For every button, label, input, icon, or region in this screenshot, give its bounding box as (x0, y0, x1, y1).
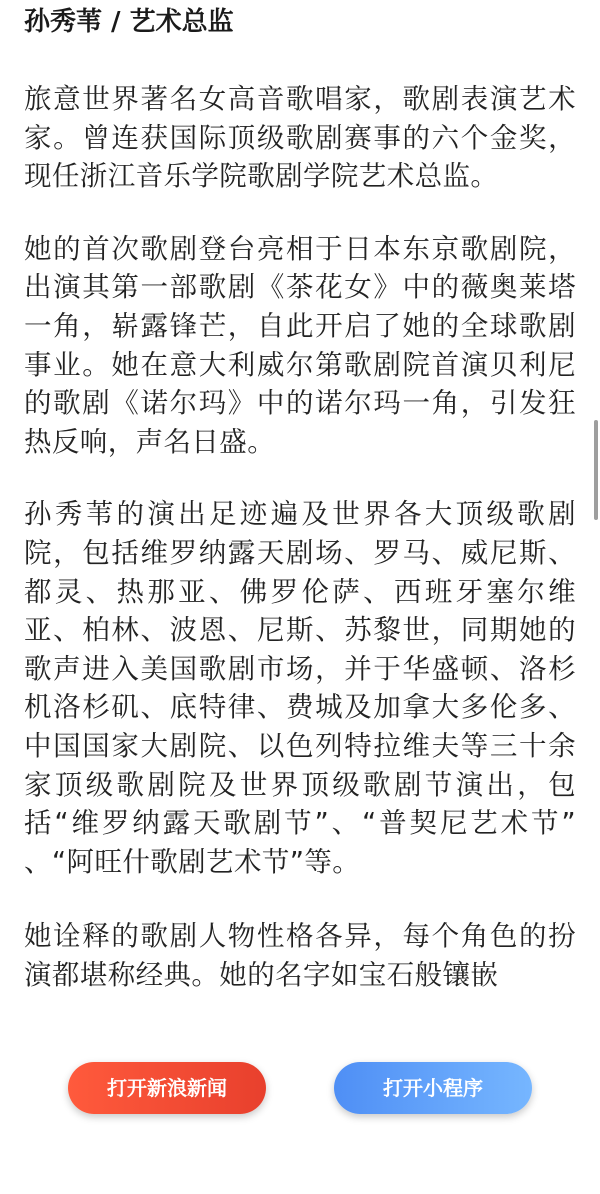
scrollbar[interactable] (594, 420, 598, 520)
paragraph-roles: 她诠释的歌剧人物性格各异，每个角色的扮演都堪称经典。她的名字如宝石般镶嵌 (24, 920, 576, 991)
open-mini-program-button[interactable]: 打开小程序 (334, 1062, 532, 1114)
paragraph-intro: 旅意世界著名女高音歌唱家，歌剧表演艺术家。曾连获国际顶级歌剧赛事的六个金奖，现任浙江音乐学院歌剧学院艺术总监。 (24, 83, 576, 193)
paragraph-performances: 孙秀苇的演出足迹遍及世界各大顶级歌剧院，包括维罗纳露天剧场、罗马、威尼斯、都灵、热那亚、佛罗伦萨、西班牙塞尔维亚、柏林、波恩、尼斯、苏黎世，同期她的歌声进入美国歌剧市场，并于华盛顿、洛杉机洛杉矶、底特律、费城及加拿大多伦多、中国国家大剧院、以色列特拉维夫等三十余家顶级歌剧院及世界顶级歌剧节演出，包括“维罗纳露天歌剧节”、“普契尼艺术节” 、“阿旺什歌剧艺术节”等。 (24, 498, 576, 878)
section-heading: 孙秀苇 / 艺术总监 (24, 7, 234, 37)
open-sina-news-button[interactable]: 打开新浪新闻 (68, 1062, 266, 1114)
article-body (24, 0, 576, 994)
paragraph-debut: 她的首次歌剧登台亮相于日本东京歌剧院，出演其第一部歌剧《茶花女》中的薇奥莱塔一角，崭露锋芒，自此开启了她的全球歌剧事业。她在意大利威尔第歌剧院首演贝利尼的歌剧《诺尔玛》中的诺尔玛一角，引发狂热反响，声名日盛。 (24, 232, 576, 458)
